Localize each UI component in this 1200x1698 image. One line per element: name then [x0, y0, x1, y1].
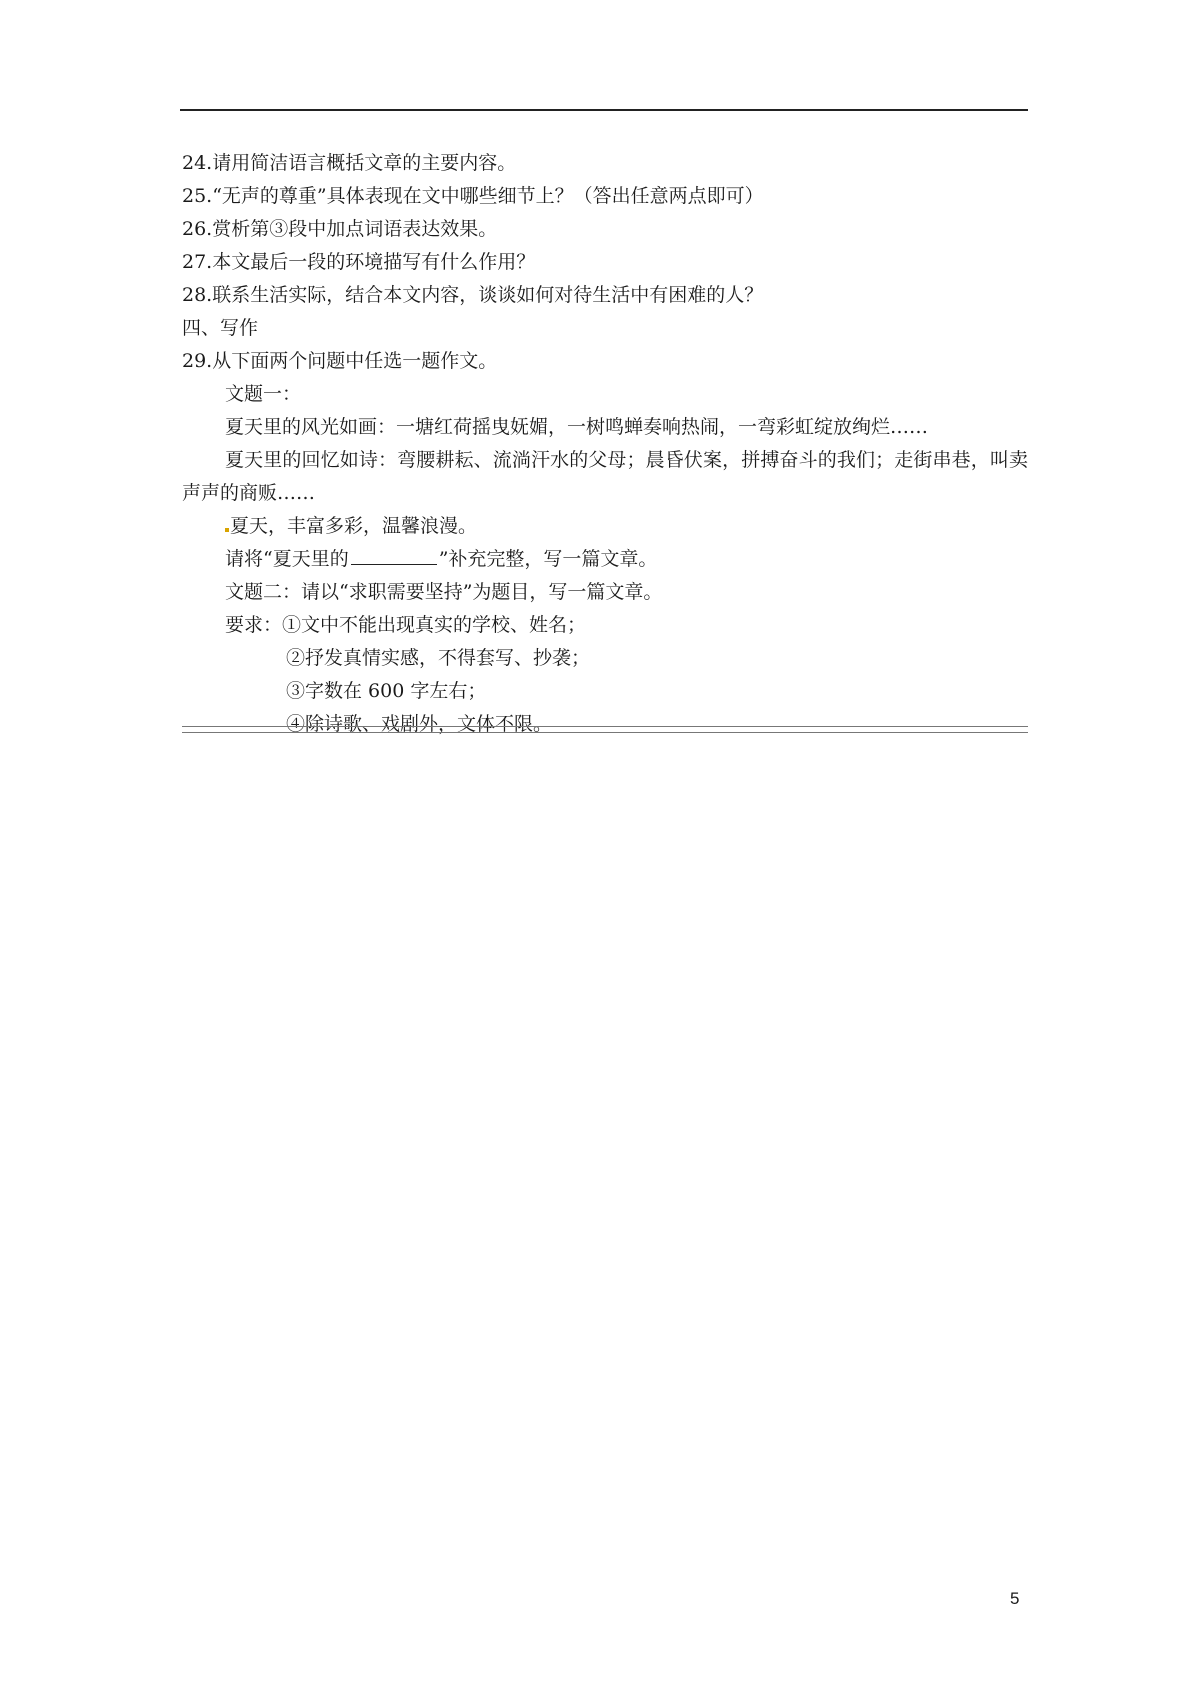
document-body [182, 147, 1028, 741]
question-28: 28.联系生活实际，结合本文内容，谈谈如何对待生活中有困难的人？ [182, 284, 764, 306]
requirement-item-3: ③字数在 600 字左右； [286, 680, 487, 702]
topic1-line3-text: 夏天，丰富多彩，温馨浪漫。 [230, 515, 478, 537]
requirement-item-1: ①文中不能出现真实的学校、姓名； [282, 614, 587, 636]
topic1-instruction [182, 543, 1028, 576]
topic1-label: 文题一： [225, 383, 302, 405]
question-26: 26.赏析第③段中加点词语表达效果。 [182, 218, 498, 240]
requirement-first [182, 609, 1028, 642]
topic1-line1: 夏天里的风光如画：一塘红荷摇曳妩媚，一树鸣蝉奏响热闹，一弯彩虹绽放绚烂…… [225, 416, 929, 438]
question-24: 24.请用简洁语言概括文章的主要内容。 [182, 152, 517, 174]
topic1-instruction-before: 请将“夏天里的 [225, 548, 349, 570]
question-29: 29.从下面两个问题中任选一题作文。 [182, 350, 498, 372]
requirement-item-2: ②抒发真情实感，不得套写、抄袭； [286, 647, 591, 669]
topic1-line2: 夏天里的回忆如诗：弯腰耕耘、流淌汗水的父母；晨昏伏案，拼搏奋斗的我们；走街串巷，叫卖声声的商贩…… [182, 449, 1028, 504]
question-27: 27.本文最后一段的环境描写有什么作用？ [182, 251, 536, 273]
topic2: 文题二：请以“求职需要坚持”为题目，写一篇文章。 [225, 581, 663, 603]
requirement-item-4: ④除诗歌、戏剧外，文体不限。 [286, 713, 553, 735]
requirements-label: 要求： [225, 614, 283, 636]
marker-dot [225, 528, 229, 532]
section-title: 四、写作 [182, 317, 259, 339]
topic1-line3 [182, 510, 1028, 543]
end-separator [182, 726, 1028, 733]
header-rule [180, 109, 1028, 111]
fill-in-blank [351, 546, 437, 565]
topic1-instruction-after: ”补充完整，写一篇文章。 [438, 548, 658, 570]
page-number: 5 [1010, 1589, 1020, 1608]
question-25: 25.“无声的尊重”具体表现在文中哪些细节上？（答出任意两点即可） [182, 185, 764, 207]
